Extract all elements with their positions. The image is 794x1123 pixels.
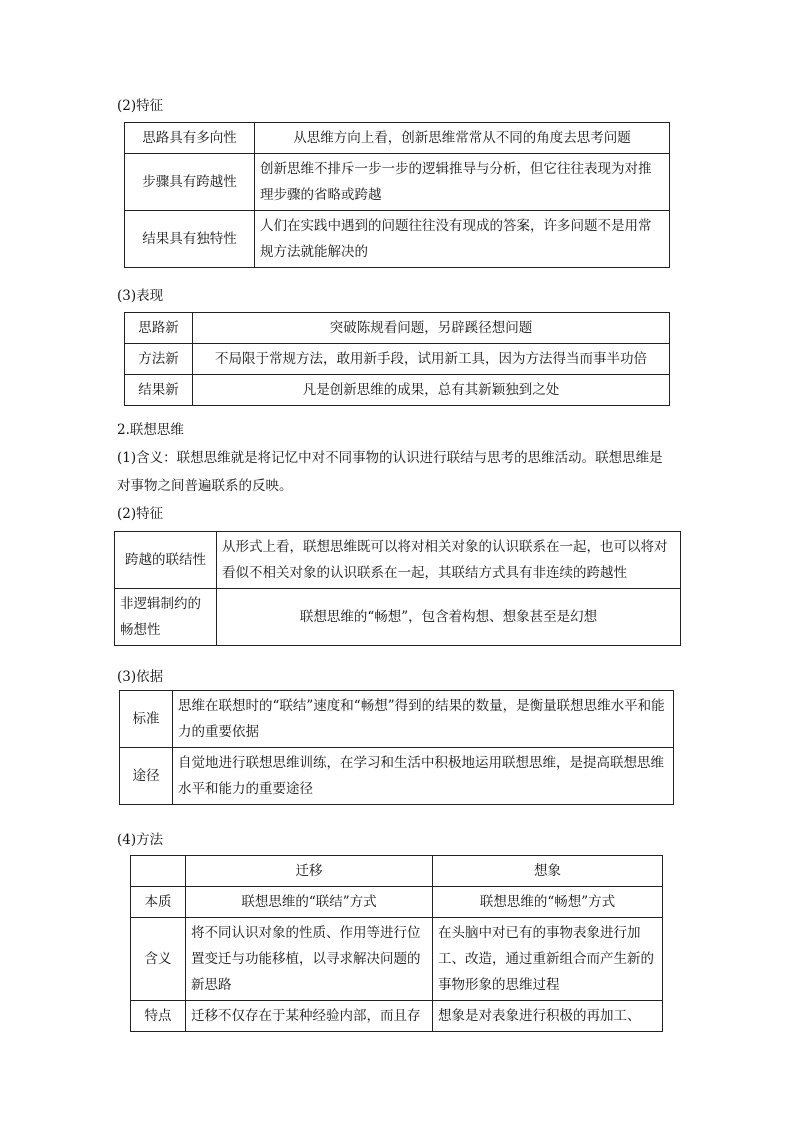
- table-row: [125, 344, 670, 375]
- basis-table: [119, 690, 674, 805]
- transfer-cell: 迁移不仅存在于某种经验内部，而且存: [186, 1001, 433, 1032]
- table-row: [131, 1001, 663, 1032]
- feature-name: 结果具有独特性: [125, 211, 255, 268]
- basis-name: 标准: [120, 691, 173, 748]
- section-title: 2.联想思维: [117, 422, 184, 438]
- imagination-cell: 在头脑中对已有的事物表象进行加工、改造，通过重新组合而产生新的事物形象的思维过程: [433, 918, 663, 1001]
- expression-heading: (3)表现: [117, 288, 164, 304]
- transfer-cell: 将不同认识对象的性质、作用等进行位置变迁与功能移植，以寻求解决问题的新思路: [186, 918, 433, 1001]
- feature-desc: 创新思维不排斥一步一步的逻辑推导与分析，但它往往表现为对推理步骤的省略或跨越: [255, 154, 670, 211]
- table-row: [131, 918, 663, 1001]
- feature-desc: 从思维方向上看，创新思维常常从不同的角度去思考问题: [255, 123, 670, 154]
- feature-desc: 联想思维的“畅想”，包含着构想、想象甚至是幻想: [217, 589, 681, 646]
- basis-desc: 自觉地进行联想思维训练，在学习和生活中积极地运用联想思维，是提高联想思维水平和能力的重要途径: [173, 748, 674, 805]
- feature-name: 思路具有多向性: [125, 123, 255, 154]
- feature-name: 跨越的联结性: [115, 532, 217, 589]
- expression-desc: 凡是创新思维的成果，总有其新颖独到之处: [193, 375, 670, 406]
- table-header-row: [131, 856, 663, 887]
- innovation-features-table: [124, 122, 670, 268]
- header-cell-empty: [131, 856, 186, 887]
- table-row: [125, 154, 670, 211]
- table-row: [125, 375, 670, 406]
- meaning-line-2: 对事物之间普遍联系的反映。: [117, 478, 293, 494]
- table-row: [125, 211, 670, 268]
- association-features-table: [114, 531, 681, 646]
- header-cell-transfer: 迁移: [186, 856, 433, 887]
- method-table: [130, 855, 663, 1032]
- imagination-cell: 想象是对表象进行积极的再加工、: [433, 1001, 663, 1032]
- association-features-heading: (2)特征: [117, 506, 164, 522]
- feature-name: 步骤具有跨越性: [125, 154, 255, 211]
- expression-desc: 突破陈规看问题，另辟蹊径想问题: [193, 313, 670, 344]
- imagination-cell: 联想思维的“畅想”方式: [433, 887, 663, 918]
- expression-desc: 不局限于常规方法，敢用新手段，试用新工具，因为方法得当而事半功倍: [193, 344, 670, 375]
- feature-name: 非逻辑制约的畅想性: [115, 589, 217, 646]
- meaning-line-1: (1)含义：联想思维就是将记忆中对不同事物的认识进行联结与思考的思维活动。联想思维是: [117, 450, 663, 466]
- basis-name: 途径: [120, 748, 173, 805]
- table-row: [125, 313, 670, 344]
- table-row: [125, 123, 670, 154]
- table-row: [115, 589, 681, 646]
- feature-desc: 人们在实践中遇到的问题往往没有现成的答案，许多问题不是用常规方法就能解决的: [255, 211, 670, 268]
- expression-name: 方法新: [125, 344, 193, 375]
- transfer-cell: 联想思维的“联结”方式: [186, 887, 433, 918]
- table-row: [120, 748, 674, 805]
- table-row: [131, 887, 663, 918]
- row-name: 特点: [131, 1001, 186, 1032]
- header-cell-imagination: 想象: [433, 856, 663, 887]
- expression-name: 结果新: [125, 375, 193, 406]
- basis-heading: (3)依据: [117, 669, 164, 685]
- expression-table: [124, 312, 670, 406]
- basis-desc: 思维在联想时的“联结”速度和“畅想”得到的结果的数量，是衡量联想思维水平和能力的重要依据: [173, 691, 674, 748]
- expression-name: 思路新: [125, 313, 193, 344]
- row-name: 本质: [131, 887, 186, 918]
- features-heading: (2)特征: [117, 98, 164, 114]
- row-name: 含义: [131, 918, 186, 1001]
- table-row: [115, 532, 681, 589]
- table-row: [120, 691, 674, 748]
- method-heading: (4)方法: [117, 832, 164, 848]
- feature-desc: 从形式上看，联想思维既可以将对相关对象的认识联系在一起，也可以将对看似不相关对象的认识联系在一起，其联结方式具有非连续的跨越性: [217, 532, 681, 589]
